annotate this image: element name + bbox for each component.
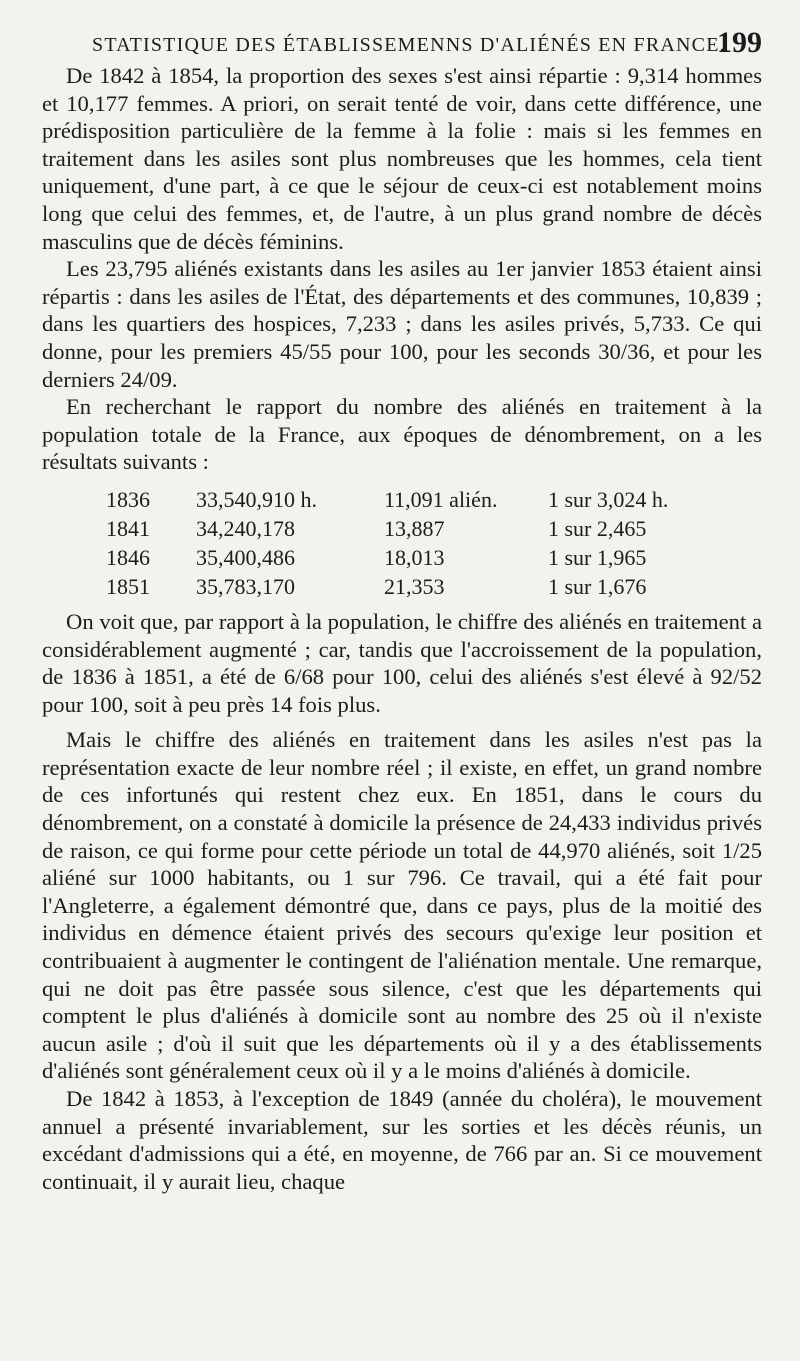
- table-cell-ratio: 1 sur 3,024 h.: [548, 487, 669, 513]
- table-cell-year: 1846: [106, 545, 150, 571]
- paragraph-population-intro: En recherchant le rapport du nombre des aliénés en traitement à la population totale de la France, aux époques de dénombrement, on a les résultats suivants :: [42, 394, 762, 475]
- table-cell-alienes: 11,091 alién.: [384, 487, 498, 513]
- running-title: STATISTIQUE DES ÉTABLISSEMENNS D'ALIÉNÉS EN FRANCE.: [92, 34, 726, 56]
- table-cell-year: 1836: [106, 487, 150, 513]
- table-cell-alienes: 13,887: [384, 516, 445, 542]
- paragraph-sex-ratio: De 1842 à 1854, la proportion des sexes s'est ainsi répartie : 9,314 hommes et 10,177 femmes. A priori, on serait tenté de voir, dans cette différence, une prédisposition particulière de la femme à la folie : mais si les femmes en traitement dans les asiles sont plus nombreuses que les hommes, cela tient uniquement, d'une part, à ce que le séjour de ceux-ci est notablement moins long que celui des femmes, et, de l'autre, à un plus grand nombre de décès masculins que de décès féminins.: [42, 63, 762, 254]
- paragraph-increase: On voit que, par rapport à la population, le chiffre des aliénés en traitement a considérablement augmenté ; car, tandis que l'accroissement de la population, de 1836 à 1851, a été de 6/68 pour 100, celui des aliénés s'est élevé à 92/52 pour 100, soit à peu près 14 fois plus.: [42, 608, 762, 717]
- table-cell-alienes: 18,013: [384, 545, 445, 571]
- table-row: [106, 573, 748, 602]
- page-header: [42, 0, 762, 62]
- page-number: 199: [717, 26, 762, 59]
- table-cell-population: 35,783,170: [196, 574, 295, 600]
- table-row: [106, 515, 748, 544]
- paragraph-distribution: Les 23,795 aliénés existants dans les asiles au 1er janvier 1853 étaient ainsi répartis : dans les asiles de l'État, des départements et des communes, 10,839 ; dans les quartiers des hospices, 7,233 ; dans les asiles privés, 5,733. Ce qui donne, pour les premiers 45/55 pour 100, pour les seconds 30/36, et pour les derniers 24/09.: [42, 256, 762, 392]
- table-cell-year: 1851: [106, 574, 150, 600]
- statistics-table: [106, 486, 748, 602]
- table-cell-alienes: 21,353: [384, 574, 445, 600]
- table-row: [106, 486, 748, 515]
- paragraph-annual-movement: De 1842 à 1853, à l'exception de 1849 (année du choléra), le mouvement annuel a présenté invariablement, sur les sorties et les décès réunis, un excédant d'admissions qui a été, en moyenne, de 766 par an. Si ce mouvement continuait, il y aurait lieu, chaque: [42, 1086, 762, 1194]
- table-cell-population: 34,240,178: [196, 516, 295, 542]
- table-cell-population: 33,540,910 h.: [196, 487, 317, 513]
- paragraph-home-patients: Mais le chiffre des aliénés en traitement dans les asiles n'est pas la représentation exacte de leur nombre réel ; il existe, en effet, un grand nombre de ces infortunés qui restent chez eux. En 1851, dans le cours du dénombrement, on a constaté à domicile la présence de 24,433 individus privés de raison, ce qui forme pour cette période un total de 44,970 aliénés, soit 1/25 aliéné sur 1000 habitants, ou 1 sur 796. Ce travail, qui a été fait pour l'Angleterre, a également démontré que, dans ce pays, plus de la moitié des individus en démence étaient privés des secours qu'exige leur position et contribuaient à augmenter le contingent de l'aliénation mentale. Une remarque, qui ne doit pas être passée sous silence, c'est que les départements qui comptent le plus d'aliénés à domicile sont au nombre des 25 où il n'existe aucun asile ; d'où il suit que les départements où il y a des établissements d'aliénés sont généralement ceux où il y a le moins d'aliénés à domicile.: [42, 727, 762, 1084]
- table-cell-ratio: 1 sur 2,465: [548, 516, 647, 542]
- table-cell-ratio: 1 sur 1,965: [548, 545, 647, 571]
- table-cell-ratio: 1 sur 1,676: [548, 574, 647, 600]
- table-cell-population: 35,400,486: [196, 545, 295, 571]
- table-cell-year: 1841: [106, 516, 150, 542]
- table-row: [106, 544, 748, 573]
